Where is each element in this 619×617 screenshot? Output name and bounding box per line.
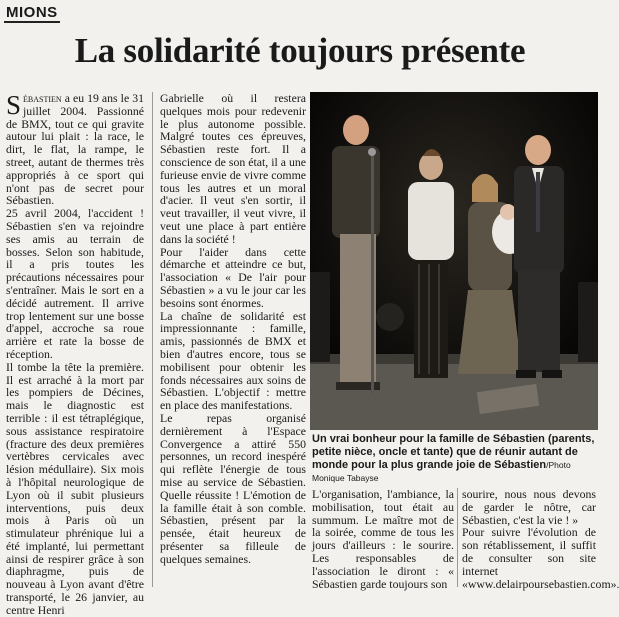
article-column-3 [312, 487, 454, 591]
paragraph: sourire, nous nous devons de garder le nôtre, car Sébastien, c'est la vie ! » [462, 487, 596, 527]
paragraph: Pour l'aider dans cette démarche et atteindre ce but, l'association « De l'air pour Sébastien » a vu le jour car les besoins sont énormes. [160, 244, 306, 310]
article-column-2 [160, 92, 306, 587]
paragraph: Il tombe la tête la première. Il est arraché à la mort par les pompiers de Décines, mais le diagnostic est terrible : il est tétraplégique, sous assistance respiratoire (fracture des deux premières vertèbres cervicales avec lésion médullaire). Six mois à l'hôpital neurologique de Lyon où il subit plusieurs interventions, puis deux mois à Paris où un stimulateur phrénique lui a été implanté, lui permettant ainsi de respirer grâce à son diaphragme, puis de nouveau à Lyon avant d'être transporté, le 26 janvier, au centre Henri [6, 359, 144, 617]
drop-cap: S [6, 90, 22, 120]
column-rule [152, 92, 153, 587]
lead-word: ébastien [23, 91, 62, 105]
caption-text: Un vrai bonheur pour la famille de Sébastien (parents, petite nièce, oncle et tante) que de réunir autant de monde pour la plus grande joie de Sébastien [312, 433, 595, 471]
column-rule [457, 488, 458, 587]
paragraph-text: a eu 19 ans le 31 juillet 2004. Passionné de BMX, tout ce qui gravite autour lui plait : la race, le dirt, le flat, la rampe, le street, autant de thermes très appropriés à ce sport qui n'ont pas de secret pour Sébastien. [6, 91, 144, 208]
paragraph [6, 92, 144, 207]
headline: La solidarité toujours présente [74, 31, 526, 70]
paragraph: Pour suivre l'évolution de son rétablissement, il suffit de consulter son site internet «www.delairpoursebastien.com». [462, 525, 619, 591]
photo-illustration [310, 92, 598, 430]
paragraph: La chaîne de solidarité est impressionnante : famille, amis, passionnés de BMX et bien d'autres encore, tous se mobilisent pour obtenir les fonds nécessaires aux soins de Sébastien. L'objectif : mettre en place des manifestations. [160, 308, 306, 413]
paragraph: Gabrielle où il restera quelques mois pour redevenir le plus autonome possible. Malgré toutes ces épreuves, Sébastien reste fort. Il a conscience de son état, il a une furieuse envie de vivre comme tous les autres et un moral d'acier. Il veut s'en sortir, il veut travailler, il veut vivre, il veut une place à part entière dans la société ! [160, 91, 306, 246]
paragraph: Le repas organisé dernièrement à l'Espace Convergence a attiré 550 personnes, un record inespéré qui reflète l'énergie de tous mise au service de Sébastien. Quelle réussite ! L'émotion de la famille était à son comble. Sébastien, présent par la pensée, était heureux de présenter sa filleule de quelques semaines. [160, 410, 306, 566]
article-column-1 [6, 90, 144, 617]
article-column-4 [462, 487, 619, 591]
paragraph: 25 avril 2004, l'accident ! Sébastien s'en va rejoindre ses amis au terrain de bosses. Selon son habitude, il a pris toutes les précautions nécessaires pour s'entraîner. Mais le sort en a décidé autrement. Il arrive trop lentement sur une bosse d'appel, accroche sa roue arrière et rate la bosse de réception. [6, 206, 144, 361]
photo-caption [312, 433, 598, 485]
section-tag: MIONS [6, 4, 58, 21]
event-photo [310, 92, 598, 430]
photo-credit: /Photo Monique Tabayse [312, 460, 571, 483]
paragraph: L'organisation, l'ambiance, la mobilisation, tout était au summum. Le maître mot de la soirée, comme de tous les jours d'ailleurs : le sourire. Les responsables de l'association le diront : « Sébastien garde toujours son [312, 487, 454, 591]
